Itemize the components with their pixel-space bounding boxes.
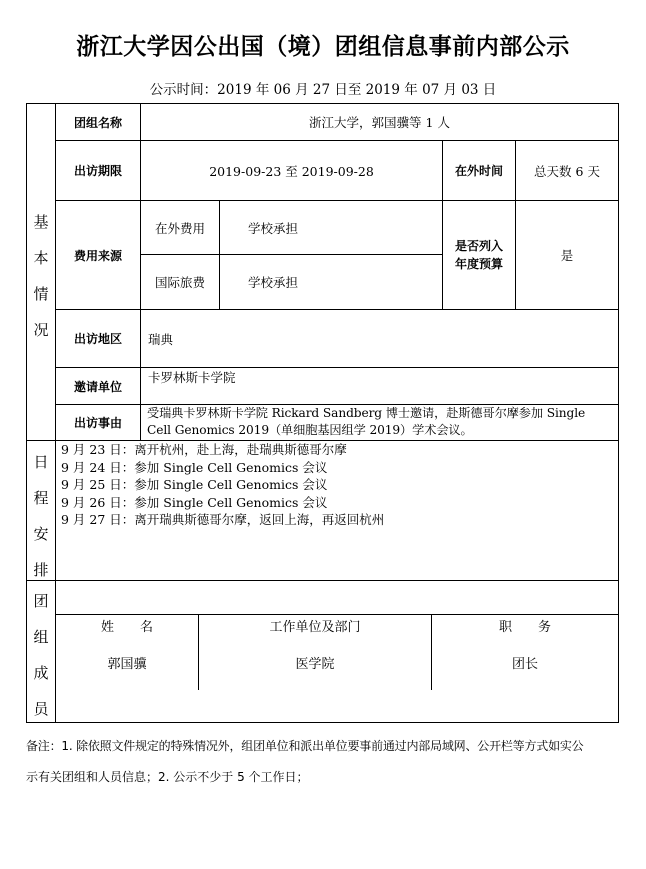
member-name: 郭国骥 bbox=[107, 656, 147, 672]
reason-line: Cell Genomics 2019（单细胞基因组学 2019）学术会议。 bbox=[147, 423, 473, 437]
section-divider-2 bbox=[26, 580, 619, 581]
budget-label-line: 年度预算 bbox=[454, 257, 503, 271]
col-line-funding-sub bbox=[219, 200, 220, 310]
border-right bbox=[618, 103, 619, 723]
schedule-item: 9 月 24 日：参加 Single Cell Genomics 会议 bbox=[61, 459, 328, 475]
border-bottom bbox=[26, 722, 619, 723]
schedule-section-label bbox=[29, 444, 53, 588]
members-label-char: 成 bbox=[33, 664, 49, 682]
budget-label bbox=[443, 201, 515, 309]
schedule-label-char: 日 bbox=[33, 453, 49, 471]
basic-label-char: 本 bbox=[33, 249, 49, 267]
note-line-2: 示有关团组和人员信息；2. 公示不少于 5 个工作日； bbox=[26, 770, 309, 784]
page-title: 浙江大学因公出国（境）团组信息事前内部公示 bbox=[76, 34, 570, 60]
members-label-char: 组 bbox=[33, 628, 49, 646]
members-header-unit: 工作单位及部门 bbox=[269, 619, 361, 635]
abroad-cost-label: 在外费用 bbox=[154, 220, 205, 236]
funding-label: 费用来源 bbox=[73, 248, 122, 263]
schedule-item: 9 月 25 日：参加 Single Cell Genomics 会议 bbox=[61, 477, 328, 492]
publicity-period: 公示时间：2019 年 06 月 27 日至 2019 年 07 月 03 日 bbox=[149, 82, 497, 98]
travel-cost-label: 国际旅费 bbox=[154, 275, 205, 290]
abroad-time-value: 总天数 6 天 bbox=[534, 163, 600, 179]
region-label: 出访地区 bbox=[73, 332, 122, 346]
basic-label-char: 况 bbox=[33, 321, 49, 339]
budget-value: 是 bbox=[560, 248, 574, 263]
members-label-char: 团 bbox=[33, 592, 49, 610]
basic-section-label bbox=[29, 204, 53, 348]
inviter-value: 卡罗林斯卡学院 bbox=[148, 370, 236, 385]
abroad-cost-value: 学校承担 bbox=[248, 220, 299, 236]
basic-label-char: 情 bbox=[33, 285, 49, 303]
travel-cost-value: 学校承担 bbox=[248, 275, 299, 290]
note-line-1: 备注：1. 除依照文件规定的特殊情况外，组团单位和派出单位要事前通过内部局域网、公开栏等方式如实公 bbox=[26, 739, 584, 753]
schedule-label-char: 程 bbox=[33, 489, 49, 507]
schedule-label-col-line bbox=[55, 440, 56, 581]
period-label: 出访期限 bbox=[73, 164, 122, 178]
budget-label-line: 是否列入 bbox=[454, 239, 503, 253]
inviter-label: 邀请单位 bbox=[73, 379, 122, 394]
border-left bbox=[26, 103, 27, 723]
group-name-label: 团组名称 bbox=[73, 115, 122, 130]
reason-label: 出访事由 bbox=[73, 416, 122, 430]
basic-label-char: 基 bbox=[33, 213, 49, 231]
schedule-label-char: 安 bbox=[33, 525, 49, 543]
schedule-label-char: 排 bbox=[33, 561, 49, 579]
members-header-name: 姓 名 bbox=[100, 619, 153, 635]
schedule-item: 9 月 27 日：离开瑞典斯德哥尔摩，返回上海，再返回杭州 bbox=[61, 512, 385, 527]
abroad-time-label: 在外时间 bbox=[454, 164, 503, 178]
group-name-value: 浙江大学，郭国骥等 1 人 bbox=[309, 115, 450, 130]
region-value: 瑞典 bbox=[148, 331, 174, 347]
members-section-label bbox=[29, 583, 53, 727]
schedule-list bbox=[61, 441, 611, 529]
members-header-position: 职 务 bbox=[498, 619, 551, 635]
member-position: 团长 bbox=[511, 656, 538, 672]
reason-value bbox=[147, 405, 617, 439]
member-unit: 医学院 bbox=[295, 656, 335, 672]
schedule-item: 9 月 23 日：离开杭州，赴上海，赴瑞典斯德哥尔摩 bbox=[61, 442, 347, 457]
schedule-item: 9 月 26 日：参加 Single Cell Genomics 会议 bbox=[61, 494, 328, 510]
members-label-char: 员 bbox=[33, 700, 49, 718]
reason-line: 受瑞典卡罗林斯卡学院 Rickard Sandberg 博士邀请，赴斯德哥尔摩参加 Single bbox=[147, 406, 586, 420]
period-value: 2019-09-23 至 2019-09-28 bbox=[209, 163, 374, 179]
